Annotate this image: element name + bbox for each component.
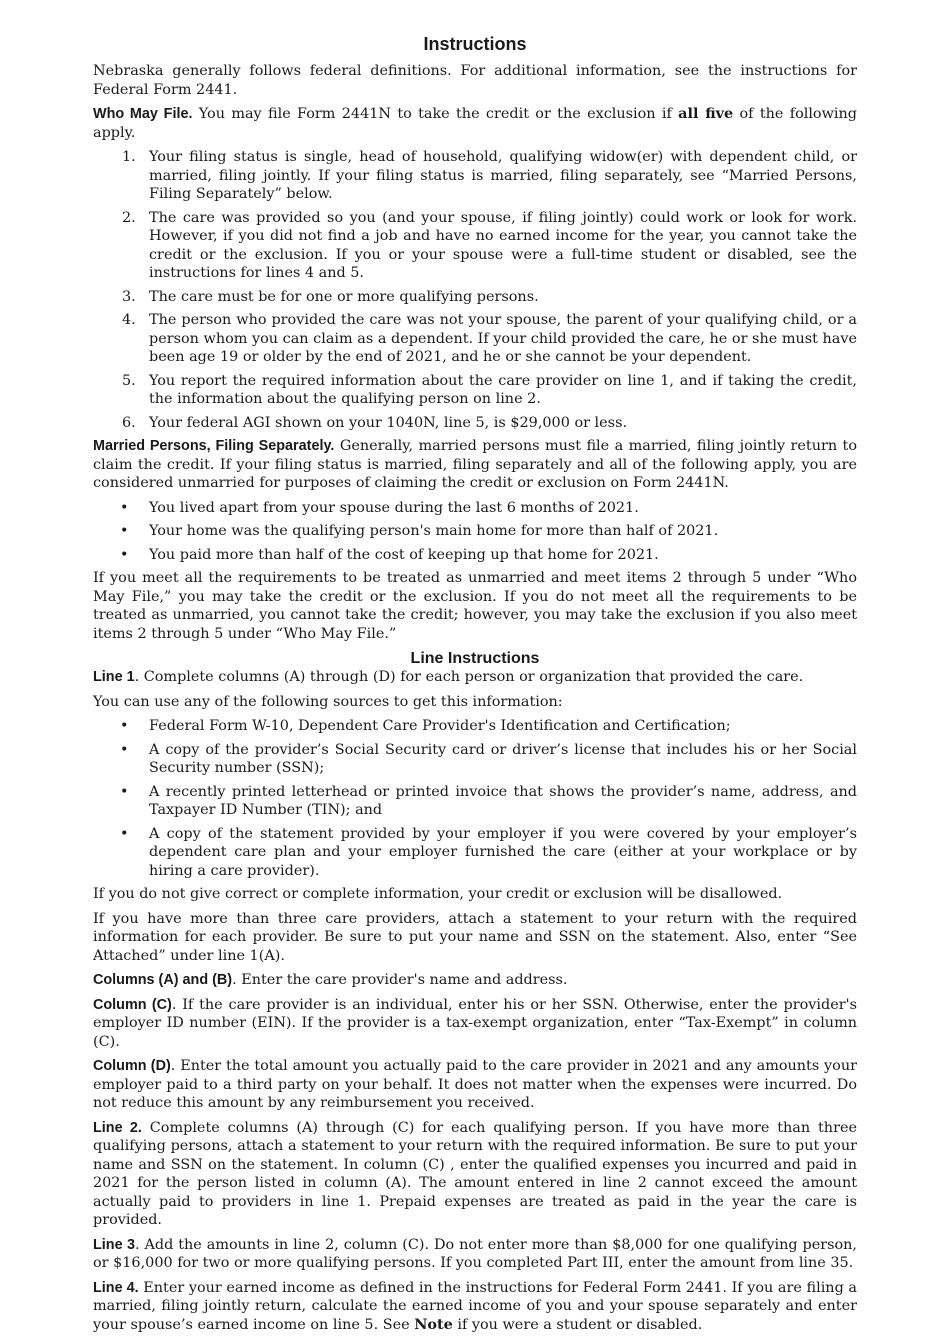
bullet-marker: • — [120, 523, 129, 539]
bullet-text: Federal Form W-10, Dependent Care Provider's Identification and Certification; — [149, 718, 731, 734]
who-may-file-emphasis: all five — [678, 105, 734, 122]
line3-text: . Add the amounts in line 2, column (C). Do not enter more than $8,000 for one qualifying person, or $16,000 for two or more qualifying persons. If you completed Part III, enter the amount from line 35. — [93, 1236, 857, 1271]
bullet-item — [93, 825, 857, 881]
list-item-number: 4. — [122, 312, 136, 328]
bullet-text: You paid more than half of the cost of keeping up that home for 2021. — [149, 546, 659, 563]
line4-paragraph — [93, 1279, 857, 1335]
sources-intro-paragraph: You can use any of the following sources to get this information: — [93, 693, 563, 710]
list-item — [93, 311, 857, 367]
list-item-text: Your federal AGI shown on your 1040N, line 5, is $29,000 or less. — [149, 414, 628, 431]
bullet-text: Your home was the qualifying person's main home for more than half of 2021. — [149, 523, 719, 539]
list-item-text: The person who provided the care was not your spouse, the parent of your qualifying child, or a person whom you can claim as a dependent. If your child provided the care, he or she must have been age 19 or older by the end of 2021, and he or she cannot be your dependent. — [149, 312, 857, 365]
list-item-number: 5. — [122, 372, 136, 389]
married-text: Generally, married persons must file a married, filing jointly return to claim the credit. If your filing status is married, filing separately and all of the following apply, you are considered unmarried for purposes of claiming the credit or exclusion on Form 2441N. — [93, 438, 857, 491]
list-item — [93, 414, 857, 433]
married-bullet-list — [93, 499, 857, 565]
line4-label: Line 4. — [93, 1279, 139, 1296]
list-item-text: Your filing status is single, head of household, qualifying widow(er) with dependent child, or married, filing jointly. If your filing status is married, filing separately, see “Married Persons, Filing Separately” below. — [149, 149, 857, 202]
line2-paragraph — [93, 1119, 857, 1230]
line2-text: Complete columns (A) through (C) for each qualifying person. If you have more than three qualifying persons, attach a statement to your return with the required information. Be sure to put your name and SSN on the statement. In column (C) , enter the qualified expenses you incurred and paid in 2021 for the person listed in column (A). The amount entered in line 2 cannot exceed the amount actually paid to providers in line 1. Prepaid expenses are treated as paid in the year the care is provided. — [93, 1119, 857, 1228]
column-c-label: Column (C) — [93, 996, 172, 1013]
line3-paragraph — [93, 1236, 857, 1273]
column-d-label: Column (D) — [93, 1058, 171, 1074]
list-item — [93, 209, 857, 283]
columns-ab-text: . Enter the care provider's name and address. — [232, 972, 568, 988]
bullet-marker: • — [120, 546, 129, 563]
line4-note-emphasis: Note — [414, 1315, 453, 1333]
bullet-marker: • — [120, 718, 129, 734]
bullet-text: A copy of the statement provided by your employer if you were covered by your employer’s dependent care plan and your employer furnished the care (either at your workplace or by hiring a care provider). — [149, 825, 857, 879]
line1-label: Line 1 — [93, 669, 135, 685]
bullet-item — [93, 741, 857, 778]
column-d-text: . Enter the total amount you actually paid to the care provider in 2021 and any amounts your employer paid to a third party on your behalf. It does not matter when the expenses were incurred. Do not reduce this amount by any reimbursement you received. — [93, 1058, 857, 1111]
list-item-text: The care must be for one or more qualifying persons. — [149, 288, 539, 305]
line-instructions-heading: Line Instructions — [410, 650, 540, 667]
who-may-file-heading: Who May File. — [93, 106, 193, 122]
who-may-file-list — [93, 148, 857, 432]
list-item-number: 3. — [122, 288, 136, 305]
list-item-text: The care was provided so you (and your spouse, if filing jointly) could work or look for work. However, if you did not find a job and have no earned income for the year, you cannot take the credit or the exclusion. If you or your spouse were a full-time student or disabled, see the instructions for lines 4 and 5. — [149, 209, 857, 281]
instructions-page — [93, 33, 857, 1340]
bullet-item — [93, 522, 857, 541]
more-providers-paragraph: If you have more than three care providers, attach a statement to your return with the required information for each provider. Be sure to put your name and SSN on the statement. Also, enter “See Attached” under line 1(A). — [93, 910, 857, 964]
list-item-number: 2. — [122, 209, 136, 226]
line4-text-before: Enter your earned income as defined in the instructions for Federal Form 2441. If you are filing a married, filing jointly return, calculate the earned income of you and your spouse separately and enter your spouse’s earned income on line 5. See — [93, 1279, 857, 1333]
married-closing-paragraph: If you meet all the requirements to be treated as unmarried and meet items 2 through 5 under “Who May File,” you may take the credit or the exclusion. If you do not meet all the requirements to be treated as unmarried, you cannot take the credit; however, you may take the exclusion if you also meet items 2 through 5 under “Who May File.” — [93, 570, 857, 642]
line2-label: Line 2. — [93, 1119, 142, 1136]
bullet-text: A recently printed letterhead or printed invoice that shows the provider’s name, address, and Taxpayer ID Number (TIN); and — [149, 783, 857, 818]
list-item-text: You report the required information about the care provider on line 1, and if taking the credit, the information about the qualifying person on line 2. — [149, 372, 857, 407]
line3-label: Line 3 — [93, 1236, 135, 1253]
columns-ab-paragraph — [93, 971, 857, 990]
list-item — [93, 372, 857, 409]
who-may-file-text-after: of the following apply. — [93, 106, 858, 141]
list-item-number: 1. — [122, 149, 136, 165]
bullet-text: You lived apart from your spouse during the last 6 months of 2021. — [149, 499, 639, 516]
column-c-text: . If the care provider is an individual, enter his or her SSN. Otherwise, enter the provider's employer ID number (EIN). If the provider is a tax-exempt organization, enter “Tax-Exempt” in column (C). — [93, 996, 857, 1050]
bullet-marker: • — [120, 783, 129, 800]
column-c-paragraph — [93, 996, 857, 1052]
married-heading: Married Persons, Filing Separately. — [93, 438, 335, 454]
page-title: Instructions — [423, 34, 527, 54]
bullet-marker: • — [120, 825, 129, 842]
list-item-number: 6. — [122, 414, 136, 431]
column-d-paragraph — [93, 1057, 857, 1113]
bullet-item — [93, 499, 857, 518]
bullet-item — [93, 546, 857, 565]
intro-paragraph: Nebraska generally follows federal definitions. For additional information, see the instructions for Federal Form 2441. — [93, 63, 857, 98]
married-paragraph — [93, 437, 857, 493]
line4-text-after: if you were a student or disabled. — [452, 1316, 703, 1333]
bullet-item — [93, 717, 857, 736]
bullet-item — [93, 783, 857, 820]
sources-bullet-list — [93, 717, 857, 880]
line1-paragraph — [93, 668, 857, 687]
disallowed-paragraph: If you do not give correct or complete information, your credit or exclusion will be disallowed. — [93, 886, 783, 902]
bullet-marker: • — [120, 741, 129, 758]
line1-text: . Complete columns (A) through (D) for each person or organization that provided the care. — [134, 669, 804, 685]
bullet-text: A copy of the provider’s Social Security card or driver’s license that includes his or her Social Security number (SSN); — [149, 741, 857, 776]
list-item — [93, 288, 857, 307]
list-item — [93, 148, 857, 204]
who-may-file-paragraph — [93, 105, 857, 142]
bullet-marker: • — [120, 499, 129, 516]
columns-ab-label: Columns (A) and (B) — [93, 972, 233, 988]
who-may-file-text-before: You may file Form 2441N to take the credit or the exclusion if — [192, 106, 679, 122]
